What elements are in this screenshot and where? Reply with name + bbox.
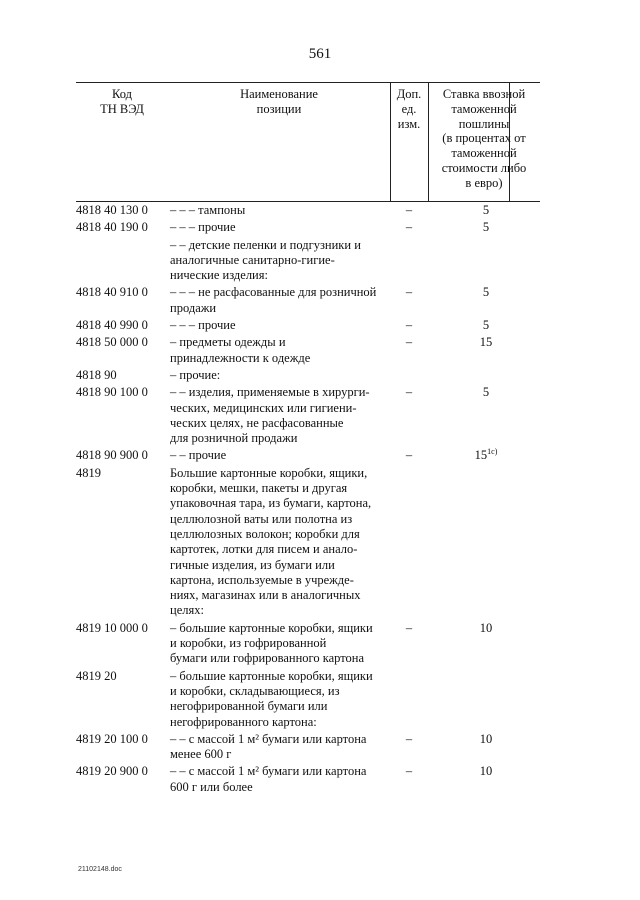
row-code: 4818 90 900 0 (76, 448, 148, 463)
row-code: 4819 20 900 0 (76, 764, 148, 779)
row-unit: – (405, 620, 413, 635)
row-name (170, 385, 392, 446)
row-rate (431, 448, 541, 463)
page-number: 561 (308, 46, 332, 62)
row-unit: – (405, 318, 413, 333)
row-unit: – (405, 203, 413, 217)
table-row (76, 764, 546, 795)
row-name-line: – – – прочие (170, 318, 236, 333)
row-code: 4818 90 (76, 367, 117, 382)
row-name-line: – – – прочие (170, 220, 236, 235)
row-name-line: – – – не расфасованные для розничной (170, 285, 377, 300)
header-code-line: Код (112, 87, 132, 101)
row-rate-value: 10 (479, 764, 493, 779)
row-name-line: упаковочная тара, из бумаги, картона, (170, 496, 372, 511)
row-rate-footnote: 1с) (487, 447, 498, 457)
header-code-line: ТН ВЭД (100, 101, 144, 116)
row-name-line: продажи (170, 300, 217, 315)
table-row (76, 368, 546, 383)
row-name-line: – прочие: (170, 367, 221, 382)
row-name-line: – большие картонные коробки, ящики (170, 620, 373, 635)
table-row (76, 669, 546, 730)
row-name-line: нические изделия: (170, 268, 268, 283)
row-name-line: целлюлозных волокон; коробки для (170, 526, 360, 541)
row-rate-value: 5 (482, 385, 490, 400)
row-rate-value: 10 (479, 620, 493, 635)
row-name-line: негофрированной бумаги или (170, 699, 328, 714)
header-name-line: позиции (256, 101, 302, 116)
header-rate-line: в евро) (465, 175, 503, 190)
header-rate-line: таможенной (451, 146, 517, 161)
row-rate-value: 15 (479, 335, 493, 350)
table-row (76, 285, 546, 316)
header-code (76, 87, 168, 117)
row-rate-value: 15 (474, 448, 488, 463)
header-unit-line: изм. (397, 116, 421, 131)
document-filename: 21102148.doc (78, 866, 122, 873)
row-name (170, 285, 392, 316)
row-rate (431, 285, 541, 300)
row-unit: – (405, 764, 413, 779)
row-rate (431, 335, 541, 350)
row-name (170, 669, 392, 730)
row-name (170, 448, 392, 463)
table-row (76, 732, 546, 763)
row-code: 4818 40 910 0 (76, 285, 148, 300)
table-row (76, 621, 546, 667)
row-name-line: менее 600 г (170, 747, 232, 762)
row-name (170, 335, 392, 366)
row-rate-value: 5 (482, 318, 490, 333)
row-name-line: – – с массой 1 м² бумаги или картона (170, 764, 367, 779)
row-code: 4818 40 130 0 (76, 203, 148, 217)
row-name (170, 368, 392, 383)
row-unit: – (405, 335, 413, 350)
row-code: 4818 40 990 0 (76, 318, 148, 333)
table-row (76, 335, 546, 366)
row-name-line: бумаги или гофрированного картона (170, 651, 365, 666)
row-name-line: и коробки, из гофрированной (170, 636, 327, 651)
header-rate (428, 87, 540, 191)
row-name-line: для розничной продажи (170, 431, 298, 446)
row-unit: – (405, 385, 413, 400)
row-name-line: – – с массой 1 м² бумаги или картона (170, 731, 367, 746)
row-code: 4818 50 000 0 (76, 335, 148, 350)
row-code: 4819 10 000 0 (76, 620, 148, 635)
header-rate-line: Ставка ввозной (442, 87, 526, 101)
row-unit: – (405, 448, 413, 463)
row-rate-value: 5 (482, 285, 490, 300)
table-row (76, 385, 546, 446)
row-unit: – (405, 220, 413, 235)
row-name-line: – большие картонные коробки, ящики (170, 668, 373, 683)
header-unit-line: ед. (401, 101, 417, 116)
row-name-line: 600 г или более (170, 779, 253, 794)
header-name-line: Наименование (240, 87, 318, 101)
table-row (76, 318, 546, 333)
header-unit (390, 87, 428, 131)
row-name-line: целлюлозной ваты или полотна из (170, 511, 353, 526)
row-rate (431, 621, 541, 636)
row-name-line: ниях, магазинах или в аналогичных (170, 588, 361, 603)
header-unit-line: Доп. (396, 87, 422, 101)
table-row (76, 220, 546, 235)
row-name (170, 732, 392, 763)
row-code: 4819 20 100 0 (76, 731, 148, 746)
row-name-line: целях: (170, 603, 204, 618)
row-name (170, 466, 392, 619)
header-rate-line: таможенной (451, 101, 517, 116)
row-name-line: коробки, мешки, пакеты и другая (170, 481, 348, 496)
table-row (76, 238, 546, 284)
row-name-line: – – детские пеленки и подгузники и (170, 237, 361, 252)
header-name (170, 87, 388, 117)
row-name-line: – предметы одежды и (170, 335, 286, 350)
row-rate (431, 220, 541, 235)
row-name (170, 318, 392, 333)
row-name-line: ческих целях, не расфасованные (170, 415, 344, 430)
row-name-line: картотек, лотки для писем и анало- (170, 542, 358, 557)
row-unit: – (405, 731, 413, 746)
row-name-line: – – – тампоны (170, 203, 246, 217)
row-name-line: – – прочие (170, 448, 227, 463)
header-rate-line: стоимости либо (441, 160, 527, 175)
row-name (170, 203, 392, 218)
row-code: 4819 20 (76, 668, 117, 683)
row-name (170, 238, 392, 284)
row-name-line: Большие картонные коробки, ящики, (170, 465, 368, 480)
row-name (170, 621, 392, 667)
row-name-line: картона, используемые в учрежде- (170, 572, 354, 587)
row-name-line: негофрированного картона: (170, 714, 317, 729)
table-header (76, 82, 540, 202)
row-name-line: аналогичные санитарно-гигие- (170, 252, 335, 267)
row-name-line: и коробки, складывающиеся, из (170, 683, 340, 698)
table-row (76, 466, 546, 619)
row-rate (431, 318, 541, 333)
table-body (76, 203, 546, 797)
row-rate-value: 5 (482, 220, 490, 235)
row-name-line: – – изделия, применяемые в хирурги- (170, 385, 370, 400)
row-rate (431, 203, 541, 218)
table-row (76, 448, 546, 463)
row-name-line: ческих, медицинских или гигиени- (170, 400, 357, 415)
row-rate (431, 764, 541, 779)
row-code: 4819 (76, 465, 101, 480)
row-code: 4818 90 100 0 (76, 385, 148, 400)
row-rate (431, 385, 541, 400)
row-name-line: принадлежности к одежде (170, 350, 311, 365)
header-rate-line: пошлины (458, 116, 510, 131)
header-rate-line: (в процентах от (442, 131, 526, 146)
row-name-line: гичные изделия, из бумаги или (170, 557, 335, 572)
row-code: 4818 40 190 0 (76, 220, 148, 235)
row-name (170, 220, 392, 235)
row-rate-value: 5 (482, 203, 490, 217)
row-rate-value: 10 (479, 731, 493, 746)
row-name (170, 764, 392, 795)
table-row (76, 203, 546, 218)
row-rate (431, 732, 541, 747)
row-unit: – (405, 285, 413, 300)
